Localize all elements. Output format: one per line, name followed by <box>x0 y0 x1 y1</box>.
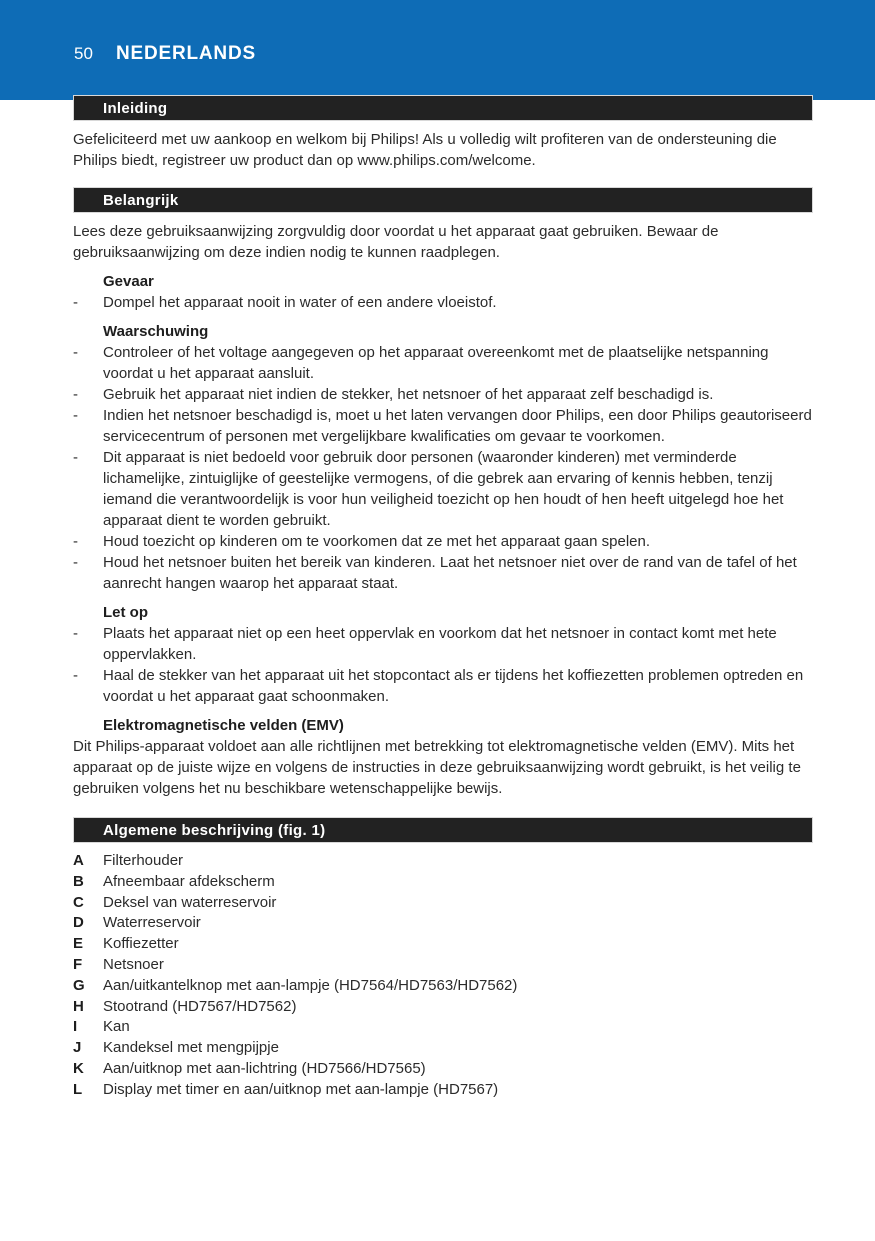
section-header-important: Belangrijk <box>73 187 813 213</box>
list-item: - Dit apparaat is niet bedoeld voor gebruik door personen (waaronder kinderen) met verminderde lichamelijke, zintuiglijke of geestelijke vermogens, of die gebrek aan ervaring of kennis hebben, tenzij iemand die verantwoordelijk is voor hun veiligheid toezicht op hen houdt of hen heeft uitgelegd hoe het apparaat dient te worden gebruikt. <box>73 449 784 529</box>
caution-heading: Let op <box>103 604 148 621</box>
important-text: Lees deze gebruiksaanwijzing zorgvuldig door voordat u het apparaat gaat gebruiken. Bewaar de gebruiksaanwijzing om deze indien nodig te kunnen raadplegen. <box>73 223 719 261</box>
warning-list <box>73 342 813 594</box>
intro-text: Gefeliciteerd met uw aankoop en welkom bij Philips! Als u volledig wilt profiteren van de ondersteuning die Philips biedt, registreer uw product dan op www.philips.com/welcome. <box>73 131 777 169</box>
list-item: - Gebruik het apparaat niet indien de stekker, het netsnoer of het apparaat zelf beschadigd is. <box>73 386 714 403</box>
section-header-intro: Inleiding <box>73 95 813 121</box>
page-number: 50 <box>74 44 93 63</box>
list-item: - Indien het netsnoer beschadigd is, moet u het laten vervangen door Philips, een door Philips geautoriseerd servicecentrum of personen met vergelijkbare kwalificaties om gevaar te voorkomen. <box>73 407 812 445</box>
list-item: - Plaats het apparaat niet op een heet oppervlak en voorkom dat het netsnoer in contact komt met hete oppervlakken. <box>73 625 777 663</box>
section-header-general: Algemene beschrijving (fig. 1) <box>73 817 813 843</box>
caution-list <box>73 623 813 707</box>
list-item: - Houd het netsnoer buiten het bereik van kinderen. Laat het netsnoer niet over de rand van de tafel of het aanrecht hangen waarop het apparaat staat. <box>73 554 797 592</box>
part-item: H Stootrand (HD7567/HD7562) <box>73 997 297 1015</box>
parts-list <box>73 851 813 1101</box>
list-item: - Haal de stekker van het apparaat uit het stopcontact als er tijdens het koffiezetten problemen optreden en voordat u het apparaat gaat schoonmaken. <box>73 667 804 705</box>
danger-list <box>73 292 813 313</box>
part-item: K Aan/uitknop met aan-lichtring (HD7566/HD7565) <box>73 1059 426 1077</box>
part-item: D Waterreservoir <box>73 914 201 932</box>
part-item: E Koffiezetter <box>73 935 179 953</box>
danger-heading: Gevaar <box>103 273 154 290</box>
part-item: A Filterhouder <box>73 852 184 869</box>
emf-text: Dit Philips-apparaat voldoet aan alle richtlijnen met betrekking tot elektromagnetische velden (EMV). Mits het apparaat op de juiste wijze en volgens de instructies in deze gebruiksaanwijzing wordt gebruikt, is het veilig te gebruiken volgens het nu beschikbare wetenschappelijke bewijs. <box>73 738 801 797</box>
list-item: - Houd toezicht op kinderen om te voorkomen dat ze met het apparaat gaan spelen. <box>73 533 651 550</box>
part-item: C Deksel van waterreservoir <box>73 893 277 911</box>
warning-heading: Waarschuwing <box>103 323 209 340</box>
emf-heading: Elektromagnetische velden (EMV) <box>103 717 344 734</box>
language-title: NEDERLANDS <box>116 43 256 64</box>
part-item: L Display met timer en aan/uitknop met aan-lampje (HD7567) <box>73 1080 499 1098</box>
list-item: - Controleer of het voltage aangegeven op het apparaat overeenkomt met de plaatselijke netspanning voordat u het apparaat aansluit. <box>73 344 769 382</box>
part-item: F Netsnoer <box>73 955 164 973</box>
page-content <box>73 95 813 1101</box>
part-item: B Afneembaar afdekscherm <box>73 872 275 890</box>
part-item: I Kan <box>73 1018 130 1036</box>
part-item: J Kandeksel met mengpijpje <box>73 1039 279 1057</box>
header-band <box>0 0 875 100</box>
list-item: - Dompel het apparaat nooit in water of een andere vloeistof. <box>73 294 497 311</box>
part-item: G Aan/uitkantelknop met aan-lampje (HD7564/HD7563/HD7562) <box>73 976 518 994</box>
